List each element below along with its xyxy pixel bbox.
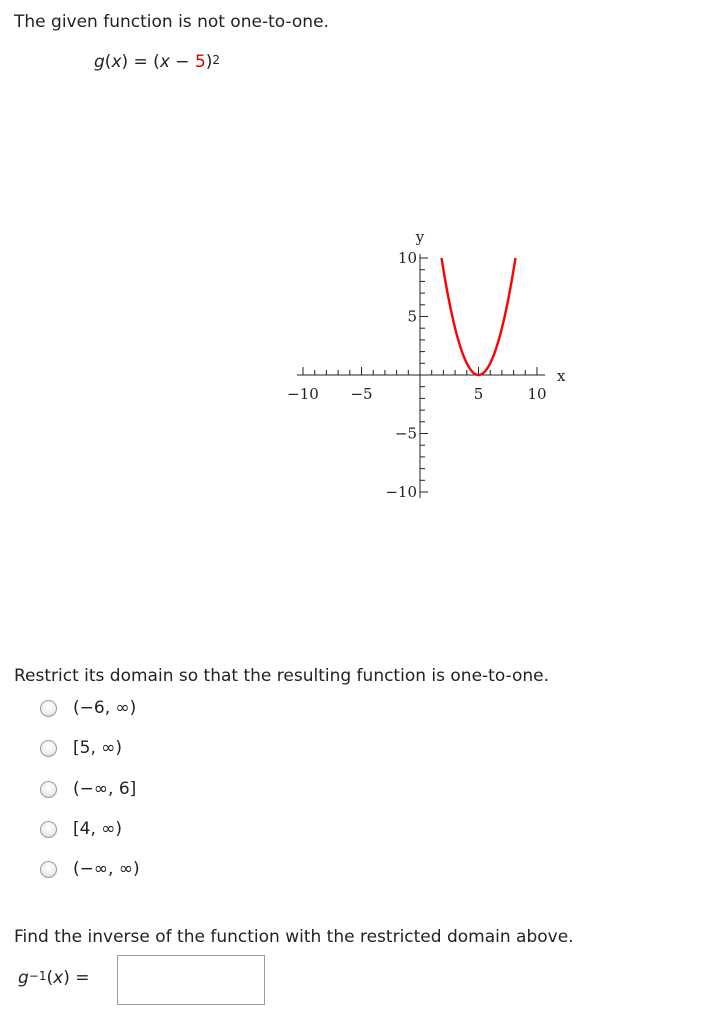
x-tick-label: 10	[527, 385, 547, 403]
paren-open: (	[104, 52, 112, 72]
intro-text: The given function is not one-to-one.	[14, 12, 329, 32]
option-1-radio[interactable]	[40, 700, 57, 717]
minus-sign: −	[169, 52, 195, 72]
inverse-paren-open: (	[46, 968, 54, 988]
option-2-label: [5, ∞)	[73, 738, 123, 758]
option-1[interactable]	[40, 698, 136, 718]
inverse-function-name: g	[18, 968, 29, 988]
option-2-radio[interactable]	[40, 740, 57, 757]
option-3[interactable]	[40, 779, 136, 799]
y-tick-label: 5	[407, 307, 417, 326]
option-4-label: [4, ∞)	[73, 819, 123, 839]
inverse-answer-input[interactable]	[117, 955, 265, 1005]
inverse-variable: x	[53, 968, 64, 988]
equals-text: ) = (	[121, 52, 160, 72]
option-3-radio[interactable]	[40, 781, 57, 798]
inverse-equals: ) =	[63, 968, 90, 988]
shift-constant: 5	[194, 52, 206, 72]
function-variable-2: x	[159, 52, 170, 72]
y-axis-label: y	[415, 228, 425, 246]
x-tick-label: 5	[473, 385, 484, 403]
option-3-label: (−∞, 6]	[73, 779, 137, 799]
function-name: g	[94, 52, 105, 72]
option-4-radio[interactable]	[40, 821, 57, 838]
x-tick-label: −5	[350, 385, 373, 403]
y-tick-label: −10	[385, 483, 417, 501]
function-graph	[160, 95, 700, 635]
function-definition	[94, 52, 220, 72]
option-4[interactable]	[40, 819, 122, 839]
y-tick-label: 10	[397, 249, 417, 267]
exponent: 2	[212, 53, 221, 67]
inverse-prompt: Find the inverse of the function with the restricted domain above.	[14, 927, 574, 947]
inverse-label	[18, 968, 89, 988]
inverse-superscript: −1	[28, 969, 47, 983]
x-tick-label: −10	[287, 385, 319, 403]
restrict-prompt: Restrict its domain so that the resulting function is one-to-one.	[14, 666, 550, 686]
option-1-label: (−6, ∞)	[73, 698, 137, 718]
function-variable: x	[111, 52, 122, 72]
option-2[interactable]	[40, 738, 122, 758]
option-5[interactable]	[40, 859, 140, 879]
paren-close: )	[205, 52, 213, 72]
option-5-radio[interactable]	[40, 861, 57, 878]
y-tick-label: −5	[394, 424, 417, 443]
function-curve	[442, 258, 516, 375]
option-5-label: (−∞, ∞)	[73, 859, 140, 879]
x-axis-label: x	[557, 367, 566, 385]
